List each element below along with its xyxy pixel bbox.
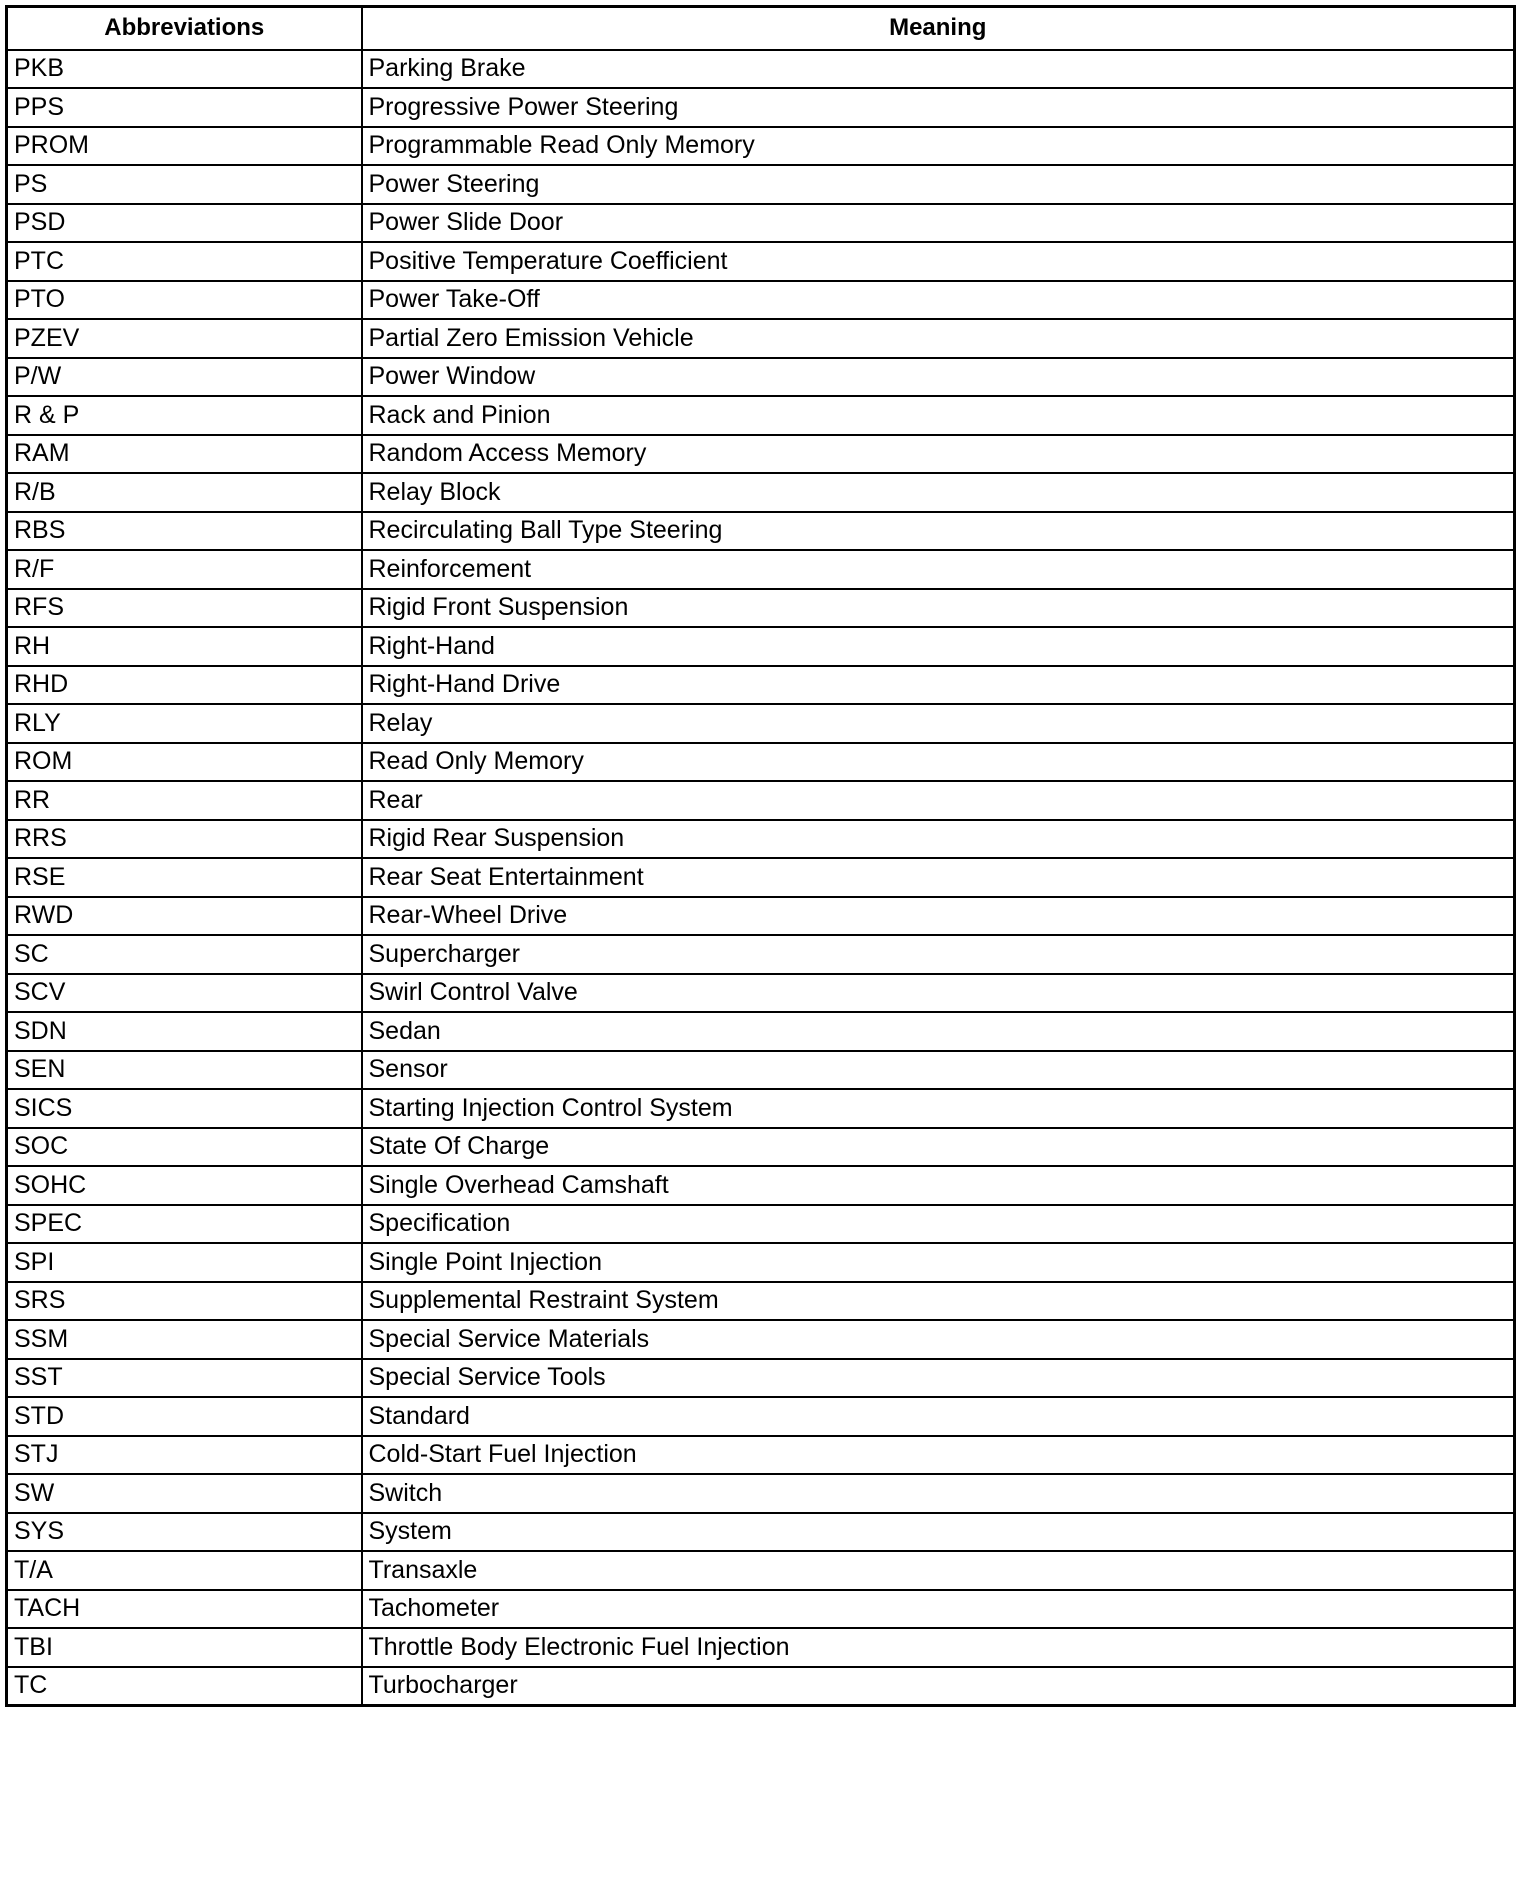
abbreviation-cell: SC [7,935,362,974]
meaning-cell: Relay [362,704,1515,743]
meaning-cell: Rigid Front Suspension [362,589,1515,628]
meaning-cell: Rear Seat Entertainment [362,858,1515,897]
table-row [7,1051,1515,1090]
abbreviation-cell: PTO [7,281,362,320]
table-row [7,666,1515,705]
table-row [7,358,1515,397]
table-row [7,1513,1515,1552]
table-row [7,1012,1515,1051]
abbreviation-cell: RRS [7,820,362,859]
abbreviation-cell: PPS [7,88,362,127]
table-row [7,781,1515,820]
meaning-cell: Tachometer [362,1590,1515,1629]
meaning-cell: State Of Charge [362,1128,1515,1167]
meaning-cell: Rear [362,781,1515,820]
meaning-cell: Turbocharger [362,1667,1515,1706]
abbreviation-cell: TBI [7,1628,362,1667]
meaning-cell: Positive Temperature Coefficient [362,242,1515,281]
abbreviation-cell: SCV [7,974,362,1013]
meaning-cell: Starting Injection Control System [362,1089,1515,1128]
abbreviation-cell: RFS [7,589,362,628]
meaning-cell: Power Take-Off [362,281,1515,320]
abbreviation-cell: RBS [7,512,362,551]
abbreviation-cell: PROM [7,127,362,166]
table-row [7,1667,1515,1706]
table-row [7,1128,1515,1167]
table-row [7,858,1515,897]
table-row [7,396,1515,435]
meaning-cell: Partial Zero Emission Vehicle [362,319,1515,358]
table-row [7,50,1515,89]
abbreviation-cell: PTC [7,242,362,281]
table-row [7,589,1515,628]
meaning-cell: Power Window [362,358,1515,397]
meaning-cell: Right-Hand Drive [362,666,1515,705]
abbreviation-cell: PS [7,165,362,204]
meaning-cell: Swirl Control Valve [362,974,1515,1013]
abbreviation-cell: RWD [7,897,362,936]
meaning-cell: System [362,1513,1515,1552]
meaning-cell: Progressive Power Steering [362,88,1515,127]
table-row [7,1320,1515,1359]
abbreviation-cell: RH [7,627,362,666]
abbreviation-cell: RLY [7,704,362,743]
table-header-row [7,7,1515,50]
abbreviation-cell: PSD [7,204,362,243]
table-row [7,704,1515,743]
meaning-cell: Single Overhead Camshaft [362,1166,1515,1205]
table-row [7,319,1515,358]
table-row [7,204,1515,243]
meaning-cell: Single Point Injection [362,1243,1515,1282]
meaning-cell: Transaxle [362,1551,1515,1590]
table-row [7,974,1515,1013]
abbreviation-cell: P/W [7,358,362,397]
table-row [7,935,1515,974]
table-row [7,1282,1515,1321]
meaning-cell: Specification [362,1205,1515,1244]
table-row [7,281,1515,320]
meaning-cell: Special Service Materials [362,1320,1515,1359]
abbreviation-cell: TACH [7,1590,362,1629]
table-row [7,1397,1515,1436]
abbreviation-cell: SEN [7,1051,362,1090]
abbreviation-cell: SYS [7,1513,362,1552]
meaning-cell: Power Steering [362,165,1515,204]
abbreviation-cell: SDN [7,1012,362,1051]
meaning-cell: Rear-Wheel Drive [362,897,1515,936]
abbreviation-cell: SPEC [7,1205,362,1244]
abbreviation-cell: RR [7,781,362,820]
abbreviation-cell: STJ [7,1436,362,1475]
abbreviation-cell: SPI [7,1243,362,1282]
table-body [7,50,1515,1706]
meaning-cell: Rack and Pinion [362,396,1515,435]
table-row [7,1359,1515,1398]
table-row [7,1089,1515,1128]
abbreviation-cell: SW [7,1474,362,1513]
table-row [7,512,1515,551]
meaning-cell: Random Access Memory [362,435,1515,474]
abbreviation-cell: TC [7,1667,362,1706]
table-row [7,1205,1515,1244]
abbreviation-cell: SOHC [7,1166,362,1205]
meaning-cell: Relay Block [362,473,1515,512]
meaning-cell: Power Slide Door [362,204,1515,243]
header-meaning: Meaning [362,7,1515,50]
abbreviation-cell: SICS [7,1089,362,1128]
meaning-cell: Sedan [362,1012,1515,1051]
meaning-cell: Throttle Body Electronic Fuel Injection [362,1628,1515,1667]
abbreviation-cell: SST [7,1359,362,1398]
abbreviation-cell: RSE [7,858,362,897]
table-row [7,897,1515,936]
meaning-cell: Right-Hand [362,627,1515,666]
table-row [7,1166,1515,1205]
table-row [7,165,1515,204]
abbreviation-cell: PKB [7,50,362,89]
abbreviation-cell: STD [7,1397,362,1436]
meaning-cell: Parking Brake [362,50,1515,89]
table-row [7,242,1515,281]
table-row [7,1551,1515,1590]
header-abbreviations: Abbreviations [7,7,362,50]
abbreviation-cell: R/F [7,550,362,589]
meaning-cell: Reinforcement [362,550,1515,589]
meaning-cell: Supercharger [362,935,1515,974]
abbreviation-cell: RAM [7,435,362,474]
table-row [7,1436,1515,1475]
table-row [7,820,1515,859]
meaning-cell: Special Service Tools [362,1359,1515,1398]
meaning-cell: Cold-Start Fuel Injection [362,1436,1515,1475]
meaning-cell: Programmable Read Only Memory [362,127,1515,166]
abbreviation-cell: R/B [7,473,362,512]
abbreviation-cell: ROM [7,743,362,782]
abbreviation-cell: T/A [7,1551,362,1590]
table-row [7,473,1515,512]
abbreviation-cell: RHD [7,666,362,705]
abbreviation-cell: SOC [7,1128,362,1167]
abbreviation-cell: SRS [7,1282,362,1321]
meaning-cell: Read Only Memory [362,743,1515,782]
meaning-cell: Recirculating Ball Type Steering [362,512,1515,551]
table-row [7,627,1515,666]
abbreviation-cell: SSM [7,1320,362,1359]
table-row [7,550,1515,589]
meaning-cell: Sensor [362,1051,1515,1090]
table-row [7,1474,1515,1513]
meaning-cell: Standard [362,1397,1515,1436]
table-row [7,1243,1515,1282]
meaning-cell: Rigid Rear Suspension [362,820,1515,859]
meaning-cell: Switch [362,1474,1515,1513]
table-row [7,88,1515,127]
abbreviation-cell: PZEV [7,319,362,358]
table-row [7,1628,1515,1667]
table-row [7,127,1515,166]
table-row [7,743,1515,782]
abbreviation-cell: R & P [7,396,362,435]
table-row [7,1590,1515,1629]
meaning-cell: Supplemental Restraint System [362,1282,1515,1321]
table-row [7,435,1515,474]
abbreviations-table [5,5,1516,1707]
